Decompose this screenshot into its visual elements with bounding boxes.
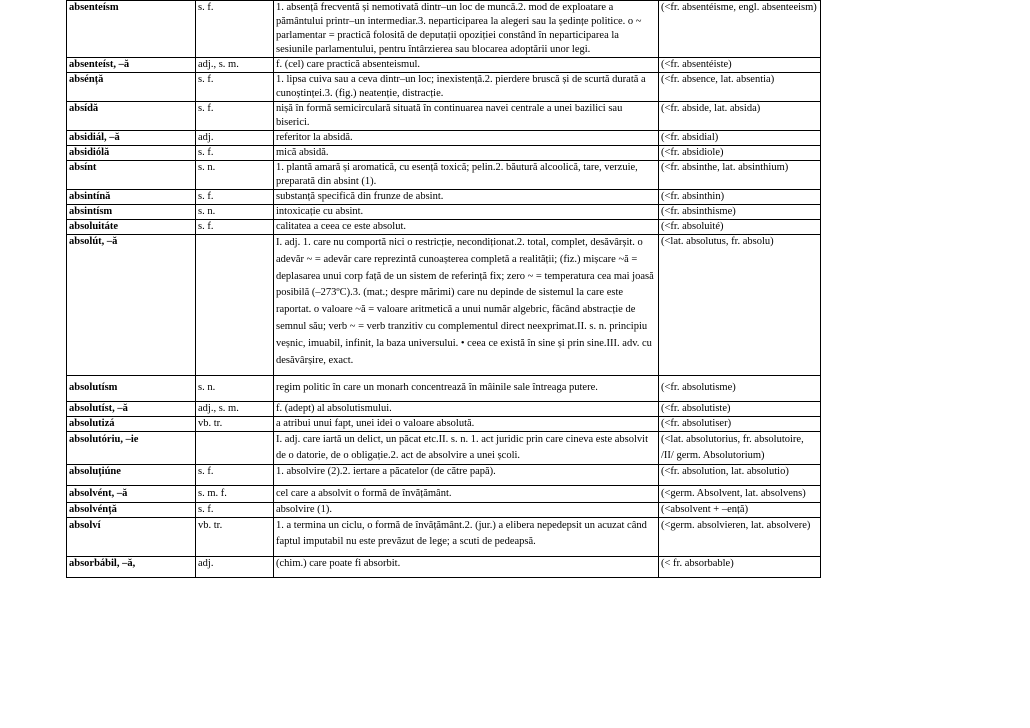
table-row	[67, 503, 821, 518]
entry-pos: s. n.	[196, 161, 274, 190]
entry-etymology: (<lat. absolutorius, fr. absolutoire, /II/ germ. Absolutorium)	[659, 432, 821, 465]
entry-definition: mică absidă.	[274, 146, 659, 161]
entry-etymology: (<fr. absoluité)	[659, 220, 821, 235]
entry-word: absintísm	[67, 205, 196, 220]
dictionary-sheet	[66, 0, 820, 578]
table-row	[67, 190, 821, 205]
entry-etymology: (<fr. absinthe, lat. absinthium)	[659, 161, 821, 190]
entry-definition: a atribui unui fapt, unei idei o valoare absolută.	[274, 417, 659, 432]
table-row	[67, 161, 821, 190]
entry-etymology: (<lat. absolutus, fr. absolu)	[659, 235, 821, 376]
entry-definition: cel care a absolvit o formă de învățământ.	[274, 486, 659, 503]
entry-etymology: (<fr. absinthisme)	[659, 205, 821, 220]
dictionary-table	[66, 0, 821, 578]
entry-word: absénță	[67, 73, 196, 102]
entry-word: absolút, –ă	[67, 235, 196, 376]
table-row	[67, 1, 821, 58]
entry-etymology: (<absolvent + –ență)	[659, 503, 821, 518]
entry-definition: 1. absolvire (2).2. iertare a păcatelor (de către papă).	[274, 465, 659, 486]
entry-definition: substanță specifică din frunze de absint.	[274, 190, 659, 205]
entry-pos	[196, 235, 274, 376]
entry-pos	[196, 432, 274, 465]
entry-word: absenteísm	[67, 1, 196, 58]
entry-definition: intoxicație cu absint.	[274, 205, 659, 220]
entry-word: absolutíst, –ă	[67, 402, 196, 417]
entry-word: absenteíst, –ă	[67, 58, 196, 73]
entry-definition: 1. absență frecventă și nemotivată dintr–un loc de muncă.2. mod de exploatare a pământului printr–un intermediar.3. neparticiparea la alegeri sau la ședințe politice. o ~ parlamentar = practică folosită de deputații opoziției constând în neparticiparea la sesiunile parlamentului, pentru întârzierea sau blocarea adoptării unor legi.	[274, 1, 659, 58]
entry-word: absidiál, –ă	[67, 131, 196, 146]
table-row	[67, 131, 821, 146]
entry-word: absínt	[67, 161, 196, 190]
entry-word: absintínă	[67, 190, 196, 205]
entry-definition: f. (cel) care practică absenteismul.	[274, 58, 659, 73]
table-row	[67, 432, 821, 465]
entry-pos: s. n.	[196, 376, 274, 402]
entry-pos: vb. tr.	[196, 518, 274, 557]
table-row	[67, 402, 821, 417]
entry-word: absoluitáte	[67, 220, 196, 235]
entry-etymology: (< fr. absorbable)	[659, 557, 821, 578]
entry-word: absídă	[67, 102, 196, 131]
entry-pos: s. f.	[196, 220, 274, 235]
entry-word: absoluțiúne	[67, 465, 196, 486]
entry-pos: adj.	[196, 557, 274, 578]
entry-definition: 1. plantă amară și aromatică, cu esență toxică; pelin.2. băutură alcoolică, tare, verzuie, preparată din absint (1).	[274, 161, 659, 190]
entry-definition: nișă în formă semicirculară situată în continuarea navei centrale a unei bazilici sau biserici.	[274, 102, 659, 131]
entry-pos: s. m. f.	[196, 486, 274, 503]
entry-pos: adj., s. m.	[196, 402, 274, 417]
table-row	[67, 376, 821, 402]
entry-etymology: (<fr. absidial)	[659, 131, 821, 146]
table-row	[67, 146, 821, 161]
entry-word: absolutizá	[67, 417, 196, 432]
table-row	[67, 557, 821, 578]
entry-pos: s. f.	[196, 465, 274, 486]
entry-definition: 1. lipsa cuiva sau a ceva dintr–un loc; inexistență.2. pierdere bruscă și de scurtă durată a cunoștinței.3. (fig.) neatenție, distracție.	[274, 73, 659, 102]
table-row	[67, 486, 821, 503]
entry-word: absidiólă	[67, 146, 196, 161]
entry-etymology: (<fr. absolution, lat. absolutio)	[659, 465, 821, 486]
entry-definition: f. (adept) al absolutismului.	[274, 402, 659, 417]
entry-definition: 1. a termina un ciclu, o formă de învățământ.2. (jur.) a elibera nepedepsit un acuzat când faptul imputabil nu este prevăzut de lege; a scuti de pedeapsă.	[274, 518, 659, 557]
entry-word: absolví	[67, 518, 196, 557]
entry-definition: absolvire (1).	[274, 503, 659, 518]
table-row	[67, 205, 821, 220]
entry-pos: adj., s. m.	[196, 58, 274, 73]
entry-etymology: (<fr. absidiole)	[659, 146, 821, 161]
entry-etymology: (<fr. absolutiste)	[659, 402, 821, 417]
entry-pos: s. f.	[196, 190, 274, 205]
entry-pos: vb. tr.	[196, 417, 274, 432]
table-row	[67, 73, 821, 102]
entry-etymology: (<fr. absinthin)	[659, 190, 821, 205]
table-row	[67, 102, 821, 131]
entry-word: absolutísm	[67, 376, 196, 402]
entry-etymology: (<fr. abside, lat. absida)	[659, 102, 821, 131]
table-row	[67, 58, 821, 73]
entry-etymology: (<fr. absence, lat. absentia)	[659, 73, 821, 102]
entry-definition: (chim.) care poate fi absorbit.	[274, 557, 659, 578]
entry-definition: I. adj. 1. care nu comportă nici o restricție, necondiționat.2. total, complet, desăvârșit. o adevăr ~ = adevăr care reprezintă cunoașterea completă a realității; (fiz.) mișcare ~ă = deplasarea unui corp față de un sistem de referință fix; zero ~ = temperatura cea mai joasă posibilă (–273ºC).3. (mat.; despre mărimi) care nu depinde de sistemul la care este raportat. o valoare ~ă = valoare aritmetică a unui număr algebric, făcând abstracție de semnul său; verb ~ = verb tranzitiv cu complementul direct neexprimat.II. s. n. principiu veșnic, imuabil, infinit, la baza universului. • ceea ce există în sine și prin sine.III. adv. cu desăvârșire, exact.	[274, 235, 659, 376]
entry-word: absolvénță	[67, 503, 196, 518]
entry-pos: s. f.	[196, 1, 274, 58]
entry-etymology: (<fr. absolutiser)	[659, 417, 821, 432]
entry-definition: calitatea a ceea ce este absolut.	[274, 220, 659, 235]
entry-etymology: (<fr. absentéisme, engl. absenteeism)	[659, 1, 821, 58]
entry-pos: s. f.	[196, 73, 274, 102]
table-row	[67, 465, 821, 486]
entry-word: absorbábil, –ă,	[67, 557, 196, 578]
entry-pos: s. f.	[196, 503, 274, 518]
entry-word: absolvént, –ă	[67, 486, 196, 503]
entry-pos: s. f.	[196, 102, 274, 131]
entry-pos: s. f.	[196, 146, 274, 161]
entry-etymology: (<fr. absolutisme)	[659, 376, 821, 402]
table-row	[67, 235, 821, 376]
entry-word: absolutóriu, –ie	[67, 432, 196, 465]
table-row	[67, 417, 821, 432]
entry-pos: s. n.	[196, 205, 274, 220]
entry-definition: referitor la absidă.	[274, 131, 659, 146]
table-row	[67, 220, 821, 235]
entry-etymology: (<germ. Absolvent, lat. absolvens)	[659, 486, 821, 503]
entry-pos: adj.	[196, 131, 274, 146]
entry-etymology: (<fr. absentéiste)	[659, 58, 821, 73]
entry-definition: regim politic în care un monarh concentrează în mâinile sale întreaga putere.	[274, 376, 659, 402]
entry-etymology: (<germ. absolvieren, lat. absolvere)	[659, 518, 821, 557]
table-row	[67, 518, 821, 557]
entry-definition: I. adj. care iartă un delict, un păcat etc.II. s. n. 1. act juridic prin care cineva este absolvit de o datorie, de o obligație.2. act de absolvire a unei școli.	[274, 432, 659, 465]
